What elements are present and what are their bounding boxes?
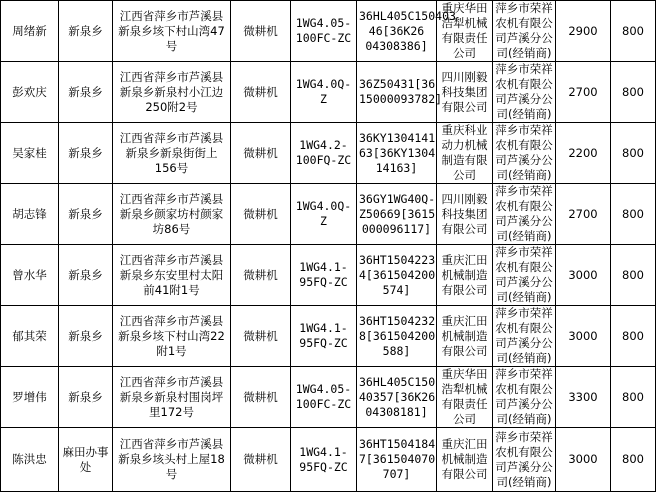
cell-machine: 微耕机 [231,1,291,62]
cell-name: 彭欢庆 [1,62,59,123]
cell-maker: 重庆汇田机械制造有限公司 [437,428,493,492]
table-row [1,184,656,245]
cell-dealer: 萍乡市荣祥农机有限公司芦溪分公司(经销商) [493,123,556,184]
cell-maker: 重庆华田浩犁机械有限责任公司 [437,367,493,428]
cell-model: 1WG4.1-95FQ-ZC [291,428,357,492]
cell-township: 新泉乡 [59,62,113,123]
cell-dealer: 萍乡市荣祥农机有限公司芦溪分公司(经销商) [493,245,556,306]
cell-model: 1WG4.0Q-Z [291,184,357,245]
cell-machine: 微耕机 [231,123,291,184]
table-row [1,428,656,492]
cell-township: 新泉乡 [59,123,113,184]
cell-address: 江西省萍乡市芦溪县新泉乡新泉村围岗坪里172号 [113,367,231,428]
cell-machine: 微耕机 [231,367,291,428]
table-row [1,62,656,123]
cell-maker: 四川刚毅科技集团有限公司 [437,184,493,245]
cell-name: 胡志锋 [1,184,59,245]
cell-price: 3000 [556,245,611,306]
cell-maker: 重庆华田浩犁机械有限责任公司 [437,1,493,62]
cell-township: 新泉乡 [59,306,113,367]
cell-serial: 36HT1504184 7[361504070 707] [357,428,437,492]
cell-name: 吴家桂 [1,123,59,184]
cell-model: 1WG4.1-95FQ-ZC [291,306,357,367]
cell-price: 3300 [556,367,611,428]
cell-maker: 重庆科业动力机械制造有限公司 [437,123,493,184]
cell-maker: 重庆汇田机械制造有限公司 [437,245,493,306]
cell-name: 罗增伟 [1,367,59,428]
cell-price: 2200 [556,123,611,184]
cell-serial: 36Z50431[36 15000093782] [357,62,437,123]
cell-name: 曾水华 [1,245,59,306]
cell-serial: 36KY1304141 63[36KY1304 14163] [357,123,437,184]
cell-dealer: 萍乡市荣祥农机有限公司芦溪分公司(经销商) [493,367,556,428]
cell-township: 新泉乡 [59,184,113,245]
cell-subsidy: 800 [611,62,656,123]
cell-serial: 36HT1504232 8[361504200 588] [357,306,437,367]
cell-address: 江西省萍乡市芦溪县新泉乡颜家坊村颜家坊86号 [113,184,231,245]
cell-price: 2700 [556,184,611,245]
cell-price: 3000 [556,428,611,492]
cell-machine: 微耕机 [231,306,291,367]
cell-machine: 微耕机 [231,62,291,123]
cell-address: 江西省萍乡市芦溪县新泉乡垓下村山湾22附1号 [113,306,231,367]
cell-serial: 36HL405C150403 46[36K26 04308386] [357,1,437,62]
cell-serial: 36GY1WG40Q-Z50669[3615 000096117] [357,184,437,245]
cell-maker: 四川刚毅科技集团有限公司 [437,62,493,123]
cell-subsidy: 800 [611,367,656,428]
cell-price: 2700 [556,62,611,123]
table-row [1,367,656,428]
cell-name: 陈洪忠 [1,428,59,492]
table-row [1,1,656,62]
cell-machine: 微耕机 [231,428,291,492]
cell-subsidy: 800 [611,306,656,367]
table-row [1,306,656,367]
cell-serial: 36HL405C150 40357[36K26 04308181] [357,367,437,428]
cell-model: 1WG4.05-100FC-ZC [291,367,357,428]
cell-subsidy: 800 [611,428,656,492]
cell-maker: 重庆汇田机械制造有限公司 [437,306,493,367]
cell-dealer: 萍乡市荣祥农机有限公司芦溪分公司(经销商) [493,1,556,62]
cell-dealer: 萍乡市荣祥农机有限公司芦溪分公司(经销商) [493,428,556,492]
table-row [1,123,656,184]
cell-price: 3000 [556,306,611,367]
cell-township: 新泉乡 [59,1,113,62]
cell-address: 江西省萍乡市芦溪县新泉乡东安里村太阳前41附1号 [113,245,231,306]
cell-serial: 36HT1504223 4[361504200 574] [357,245,437,306]
cell-subsidy: 800 [611,245,656,306]
cell-subsidy: 800 [611,1,656,62]
cell-township: 新泉乡 [59,367,113,428]
cell-model: 1WG4.05-100FC-ZC [291,1,357,62]
cell-model: 1WG4.2-100FQ-ZC [291,123,357,184]
cell-subsidy: 800 [611,184,656,245]
cell-address: 江西省萍乡市芦溪县新泉乡垓头村上屋18号 [113,428,231,492]
cell-township: 新泉乡 [59,245,113,306]
cell-address: 江西省萍乡市芦溪县新泉乡垓下村山湾47号 [113,1,231,62]
cell-price: 2900 [556,1,611,62]
cell-dealer: 萍乡市荣祥农机有限公司芦溪分公司(经销商) [493,62,556,123]
cell-dealer: 萍乡市荣祥农机有限公司芦溪分公司(经销商) [493,306,556,367]
cell-model: 1WG4.1-95FQ-ZC [291,245,357,306]
cell-dealer: 萍乡市荣祥农机有限公司芦溪分公司(经销商) [493,184,556,245]
cell-name: 郁其荣 [1,306,59,367]
cell-model: 1WG4.0Q-Z [291,62,357,123]
cell-address: 江西省萍乡市芦溪县新泉乡新泉村小江边250附2号 [113,62,231,123]
cell-machine: 微耕机 [231,245,291,306]
cell-township: 麻田办事处 [59,428,113,492]
cell-machine: 微耕机 [231,184,291,245]
cell-address: 江西省萍乡市芦溪县新泉乡新泉街街上156号 [113,123,231,184]
table-row [1,245,656,306]
cell-subsidy: 800 [611,123,656,184]
cell-name: 周绪新 [1,1,59,62]
